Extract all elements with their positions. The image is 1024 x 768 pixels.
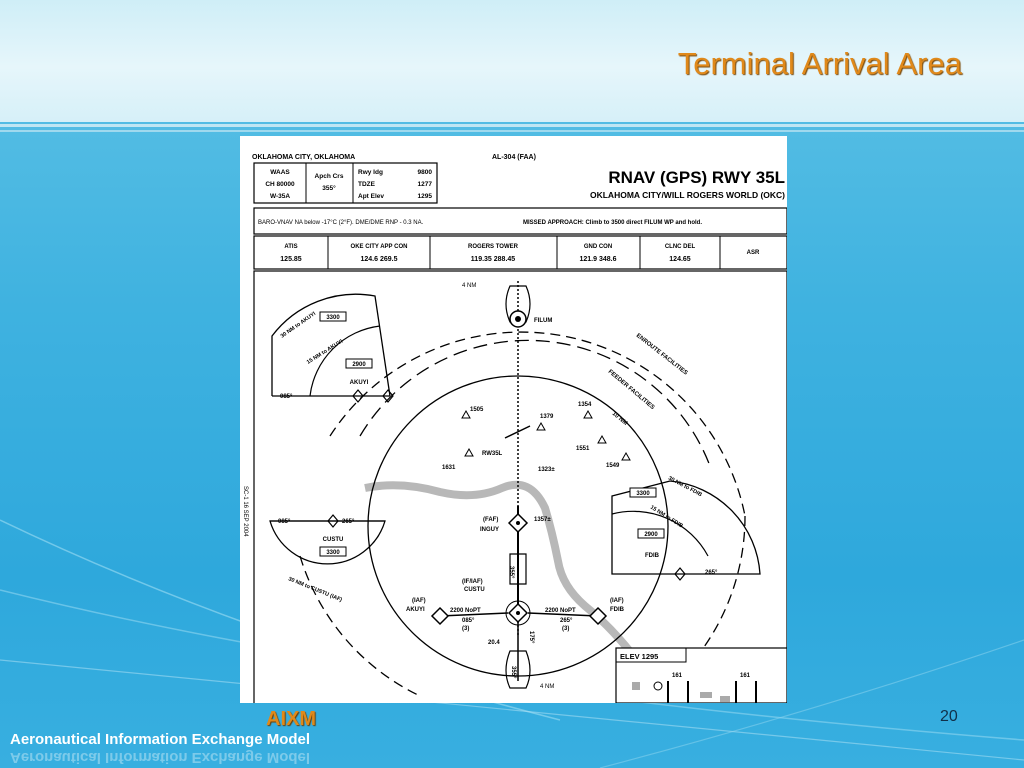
- taa-ne-alt-inner: 2900: [644, 532, 658, 538]
- iaf-right-fix: FDIB: [610, 607, 624, 613]
- info-tdze-label: TDZE: [358, 181, 375, 188]
- freq-tower-label: ROGERS TOWER: [468, 244, 518, 250]
- info-apch-crs-value: 355°: [322, 185, 336, 192]
- taa-sector-ne: [612, 475, 760, 580]
- info-box: [254, 163, 437, 203]
- frequency-row: [254, 236, 787, 269]
- freq-app-con-label: OKE CITY APP CON: [350, 244, 408, 250]
- freq-gnd-con-label: GND CON: [583, 244, 613, 250]
- obstacle-label: 1549: [606, 463, 620, 469]
- obstacle-label: 1631: [442, 465, 456, 471]
- taa-s-fix: CUSTU: [322, 537, 344, 543]
- slide-title: Terminal Arrival Area: [677, 46, 962, 81]
- alt-right-paren: (3): [562, 626, 570, 632]
- obstacles: [442, 402, 630, 471]
- freq-clnc-del-label: CLNC DEL: [664, 244, 696, 250]
- airport-label: 161: [672, 673, 683, 679]
- approach-chart: [240, 136, 787, 703]
- fix-filum-label: FILUM: [534, 318, 553, 324]
- footer-subtitle-reflection: Aeronautical Information Exchange Model: [10, 749, 311, 766]
- freq-gnd-con-value: 121.9 348.6: [579, 256, 617, 263]
- taa-s-alt: 3300: [326, 550, 340, 556]
- taa-s-bearing-left: 085°: [278, 519, 291, 525]
- obstacle-label: 1551: [576, 446, 590, 452]
- side-date: SC-1 16 SEP 2004: [242, 486, 248, 537]
- info-wid: W-35A: [269, 193, 291, 200]
- taa-nw-fix: AKUYI: [349, 380, 369, 386]
- alt-right: 2200 NoPT: [545, 608, 576, 614]
- info-apch-crs-label: Apch Crs: [314, 173, 344, 180]
- notes-row: [254, 208, 787, 234]
- course-right: 265°: [560, 618, 573, 624]
- taa-nw-bearing: 085°: [280, 394, 293, 400]
- info-channel: CH 80000: [265, 181, 295, 188]
- enroute-facilities-label: ENROUTE FACILITIES: [634, 332, 689, 377]
- header-divider: [0, 124, 1024, 127]
- info-rwy-idg-value: 9800: [417, 169, 432, 176]
- obstacle-label: 1505: [470, 407, 484, 413]
- faf-label: (FAF): [483, 517, 499, 523]
- freq-tower-value: 119.35 288.45: [470, 256, 516, 263]
- iaf-left-waypoint-icon: [432, 608, 448, 624]
- alt-left-paren: (3): [462, 626, 470, 632]
- obstacle-label: 1379: [540, 414, 554, 420]
- chart-location: OKLAHOMA CITY, OKLAHOMA: [252, 154, 356, 161]
- hold-course: 355°: [510, 666, 516, 679]
- airport-diagram-inset: [616, 648, 787, 703]
- outbound-course: 175°: [528, 631, 534, 644]
- freq-app-con-value: 124.6 269.5: [360, 256, 398, 263]
- info-tdze-value: 1277: [417, 181, 432, 188]
- course-left: 085°: [462, 618, 475, 624]
- faf-obstacle: 1357±: [534, 517, 551, 523]
- taa-s-outer-label: 30 NM to CUSTU (IAF): [287, 576, 343, 604]
- chart-title: RNAV (GPS) RWY 35L: [608, 168, 785, 187]
- taa-ne-fix: FDIB: [645, 553, 659, 559]
- iaf-center-label: (IF/IAF): [462, 579, 483, 585]
- chart-procedure-id: AL-304 (FAA): [492, 154, 536, 161]
- feeder-facilities-label: FEEDER FACILITIES: [606, 368, 656, 412]
- ring-10nm-label: 10 NM: [610, 410, 629, 427]
- taa-s-bearing-right: 265°: [342, 519, 355, 525]
- iaf-left-label: (IAF): [412, 598, 426, 604]
- info-rwy-idg-label: Rwy Idg: [358, 169, 383, 176]
- inbound-course: 355°: [508, 566, 514, 579]
- taa-ne-inner-label: 15 NM to FDIB: [648, 504, 684, 530]
- iaf-center-fix: CUSTU: [464, 587, 485, 593]
- distance-bottom: 20.4: [488, 640, 500, 646]
- taa-nw-inner-label: 15 NM to AKUYI: [305, 338, 345, 366]
- info-waas: WAAS: [270, 169, 290, 176]
- page-number: 20: [940, 708, 958, 725]
- freq-clnc-del-value: 124.65: [669, 256, 691, 263]
- runway-label: RW35L: [482, 451, 503, 457]
- faf-fix: INGUY: [480, 527, 500, 533]
- taa-ne-outer-label: 30 NM to FDIB: [667, 475, 703, 499]
- river: [365, 485, 632, 654]
- iaf-left-fix: AKUYI: [406, 607, 425, 613]
- plan-view: [254, 271, 787, 703]
- iaf-right-label: (IAF): [610, 598, 624, 604]
- notes-left: BARO-VNAV NA below -17°C (2°F). DME/DME RNP - 0.3 NA.: [258, 220, 424, 226]
- freq-atis-value: 125.85: [280, 256, 302, 263]
- chart-airport: OKLAHOMA CITY/WILL ROGERS WORLD (OKC): [589, 190, 785, 200]
- airport-label: 161: [740, 673, 751, 679]
- runway-threshold-icon: [505, 426, 530, 438]
- info-apt-elev-value: 1295: [417, 193, 432, 200]
- range-4nm-bottom: 4 NM: [540, 684, 555, 690]
- info-apt-elev-label: Apt Elev: [358, 193, 385, 200]
- notes-right: MISSED APPROACH: Climb to 3500 direct FILUM WP and hold.: [523, 220, 703, 226]
- elevation-label: ELEV 1295: [620, 652, 659, 661]
- obstacle-label: 1354: [578, 402, 592, 408]
- taa-nw-outer-label: 30 NM to AKUYI: [279, 311, 318, 340]
- header-divider-secondary: [0, 130, 1024, 132]
- range-4nm-top: 4 NM: [462, 283, 477, 289]
- freq-atis-label: ATIS: [284, 244, 298, 250]
- runway-obstacle: 1323±: [538, 467, 555, 473]
- taa-ne-alt-outer: 3300: [636, 491, 650, 497]
- freq-asr-label: ASR: [746, 250, 760, 256]
- footer-subtitle: Aeronautical Information Exchange Model: [10, 731, 311, 748]
- taa-nw-alt-inner: 2900: [352, 362, 366, 368]
- taa-ne-bearing: 265°: [705, 570, 718, 576]
- alt-left: 2200 NoPT: [450, 608, 481, 614]
- footer-brand: AIXM: [266, 708, 316, 730]
- taa-nw-alt-outer: 3300: [326, 315, 340, 321]
